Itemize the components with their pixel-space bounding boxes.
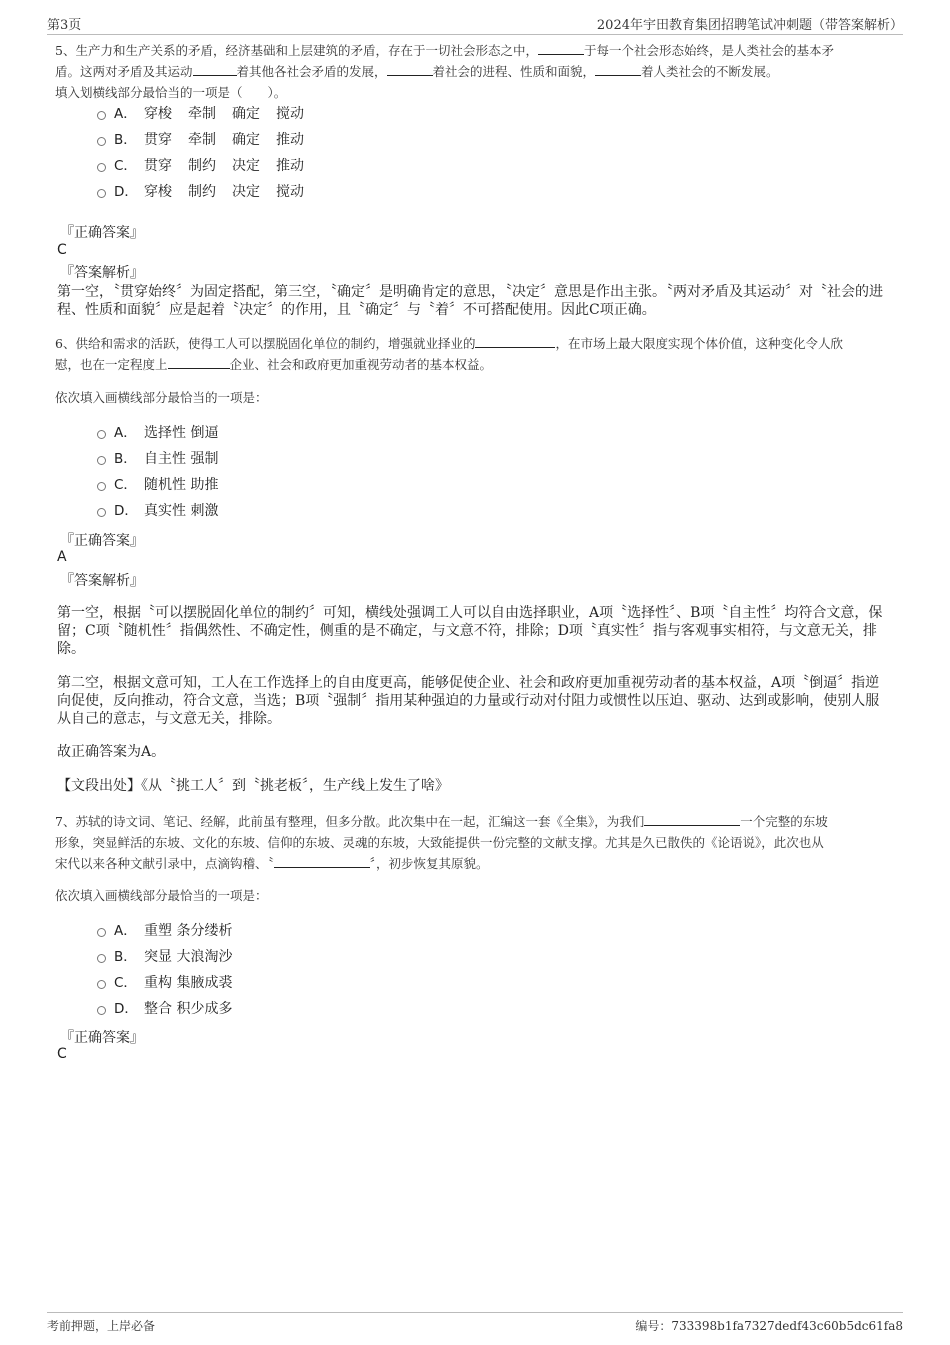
page-footer <box>47 1312 903 1335</box>
option-text: 选择性 倒逼 <box>144 425 219 441</box>
q6-text: 慰，也在一定程度上 <box>55 357 168 372</box>
option-word: 穿梭 <box>144 184 172 200</box>
radio-icon[interactable] <box>97 137 106 146</box>
q7-option-a[interactable] <box>97 918 248 944</box>
option-key: C． <box>114 158 137 174</box>
q7-blank-2 <box>274 854 370 868</box>
q5-text: 盾。这两对矛盾及其运动 <box>55 64 193 79</box>
option-key: D． <box>114 1001 138 1017</box>
q7-blank-1 <box>644 812 740 826</box>
q5-text: 着其他各社会矛盾的发展， <box>236 64 387 79</box>
option-word: 决定 <box>232 158 260 174</box>
option-text: 突显 大浪淘沙 <box>144 949 233 965</box>
q6-analysis-label: 『答案解析』 <box>60 573 144 589</box>
q6-analysis-para-1: 第一空，根据〝可以摆脱固化单位的制约〞可知，横线处强调工人可以自由选择职业，A项〝选择性〞、B项〝自主性〞均符合文意，保留；C项〝随机性〞指偶然性、不确定性，侧重的是不确定，与文意不符，排除；D项〝真实性〞指与客观事实相符，与文意无关，排除。 <box>57 605 883 657</box>
question-7-stem <box>55 811 900 874</box>
option-text: 随机性 助推 <box>144 477 219 493</box>
option-text: 重构 集腋成裘 <box>144 975 233 991</box>
option-key: C． <box>114 975 137 991</box>
q5-text: 着社会的进程、性质和面貌， <box>432 64 596 79</box>
q5-answer: C <box>57 242 67 258</box>
option-word: 贯穿 <box>144 158 172 174</box>
q7-option-c[interactable] <box>97 970 248 996</box>
q6-blank-1 <box>475 334 555 348</box>
page-header <box>47 14 903 35</box>
q7-answer-label: 『正确答案』 <box>60 1030 144 1046</box>
q5-option-c[interactable] <box>97 153 320 179</box>
q6-answer: A <box>57 549 67 565</box>
option-key: D． <box>114 503 138 519</box>
option-word: 决定 <box>232 184 260 200</box>
q6-answer-label: 『正确答案』 <box>60 533 144 549</box>
q6-blank-2 <box>168 355 230 369</box>
q7-text: 〞，初步恢复其原貌。 <box>369 856 489 871</box>
option-key: B． <box>114 451 137 467</box>
q5-answer-label: 『正确答案』 <box>60 225 144 241</box>
q6-text: 企业、社会和政府更加重视劳动者的基本权益。 <box>229 357 493 372</box>
option-word: 确定 <box>232 106 260 122</box>
q6-option-a[interactable] <box>97 420 234 446</box>
q5-option-a[interactable] <box>97 101 320 127</box>
radio-icon[interactable] <box>97 1006 106 1015</box>
radio-icon[interactable] <box>97 928 106 937</box>
q5-blank-2 <box>193 62 237 76</box>
q6-source: 【文段出处】《从〝挑工人〞到〝挑老板〞，生产线上发生了啥》 <box>57 778 449 794</box>
footer-slogan: 考前押题，上岸必备 <box>47 1319 156 1333</box>
q5-text: 着人类社会的不断发展。 <box>641 64 779 79</box>
q5-blank-3 <box>387 62 433 76</box>
radio-icon[interactable] <box>97 954 106 963</box>
q7-text: 宋代以来各种文献引录中，点滴钩稽、〝 <box>55 856 274 871</box>
radio-icon[interactable] <box>97 163 106 172</box>
q5-text: 5、生产力和生产关系的矛盾，经济基础和上层建筑的矛盾，存在于一切社会形态之中， <box>55 43 538 58</box>
q6-prompt: 依次填入画横线部分最恰当的一项是： <box>55 390 268 405</box>
option-word: 制约 <box>188 184 216 200</box>
q5-analysis: 第一空，〝贯穿始终〞为固定搭配，第三空，〝确定〞是明确肯定的意思，〝决定〞意思是作出主张。〝两对矛盾及其运动〞对〝社会的进程、性质和面貌〞应是起着〝决定〞的作用，且〝确定〞与〝着〞不可搭配使用。因此C项正确。 <box>57 284 883 318</box>
option-key: A． <box>114 106 137 122</box>
radio-icon[interactable] <box>97 111 106 120</box>
option-word: 穿梭 <box>144 106 172 122</box>
option-word: 搅动 <box>276 106 304 122</box>
option-key: C． <box>114 477 137 493</box>
radio-icon[interactable] <box>97 980 106 989</box>
option-key: B． <box>114 949 137 965</box>
radio-icon[interactable] <box>97 508 106 517</box>
option-key: B． <box>114 132 137 148</box>
q6-option-d[interactable] <box>97 498 234 524</box>
q7-prompt: 依次填入画横线部分最恰当的一项是： <box>55 888 268 903</box>
option-word: 贯穿 <box>144 132 172 148</box>
radio-icon[interactable] <box>97 456 106 465</box>
q7-option-b[interactable] <box>97 944 248 970</box>
option-key: D． <box>114 184 138 200</box>
q5-analysis-label: 『答案解析』 <box>60 265 144 281</box>
q5-option-d[interactable] <box>97 179 320 205</box>
q6-options <box>97 420 234 524</box>
question-5-stem <box>55 40 900 103</box>
option-text: 整合 积少成多 <box>144 1001 233 1017</box>
q5-text: 于每一个社会形态始终，是人类社会的基本矛 <box>583 43 834 58</box>
q7-text: 形象，突显鲜活的东坡、文化的东坡、信仰的东坡、灵魂的东坡，大致能提供一份完整的文献支撑。尤其是久已散佚的《论语说》，此次也从 <box>55 835 824 850</box>
page-number: 第3页 <box>47 18 82 33</box>
option-text: 真实性 刺激 <box>144 503 219 519</box>
q5-blank-4 <box>595 62 641 76</box>
q6-analysis-para-2: 第二空，根据文意可知，工人在工作选择上的自由度更高，能够促使企业、社会和政府更加重视劳动者的基本权益，A项〝倒逼〞指逆向促使，反向推动，符合文意，当选；B项〝强制〞指用某种强迫的力量或行动对付阻力或惯性以压迫、驱动、达到或影响，使别人服从自己的意志，与文意无关，排除。 <box>57 675 880 727</box>
option-word: 牵制 <box>188 132 216 148</box>
q7-option-d[interactable] <box>97 996 248 1022</box>
option-word: 推动 <box>276 158 304 174</box>
q7-answer: C <box>57 1046 67 1062</box>
q6-text: 6、供给和需求的活跃，使得工人可以摆脱固化单位的制约，增强就业择业的 <box>55 336 476 351</box>
q5-options <box>97 101 320 205</box>
option-text: 重塑 条分缕析 <box>144 923 233 939</box>
document-title: 2024年宇田教育集团招聘笔试冲刺题（带答案解析） <box>596 18 903 33</box>
question-6-stem <box>55 333 900 375</box>
document-id: 编号：733398b1fa7327dedf43c60b5dc61fa8 <box>635 1319 903 1333</box>
q6-option-b[interactable] <box>97 446 234 472</box>
q6-text: ，在市场上最大限度实现个体价值，这种变化令人欣 <box>555 336 843 351</box>
q6-option-c[interactable] <box>97 472 234 498</box>
option-key: A． <box>114 923 137 939</box>
q5-option-b[interactable] <box>97 127 320 153</box>
q7-options <box>97 918 248 1022</box>
radio-icon[interactable] <box>97 189 106 198</box>
radio-icon[interactable] <box>97 430 106 439</box>
q6-analysis-conclusion: 故正确答案为A。 <box>57 744 166 760</box>
option-word: 制约 <box>188 158 216 174</box>
q7-text: 7、苏轼的诗文词、笔记、经解，此前虽有整理，但多分散。此次集中在一起，汇编这一套《全集》，为我们 <box>55 814 645 829</box>
radio-icon[interactable] <box>97 482 106 491</box>
option-word: 推动 <box>276 132 304 148</box>
q5-blank-1 <box>538 41 584 55</box>
option-text: 自主性 强制 <box>144 451 219 467</box>
option-word: 确定 <box>232 132 260 148</box>
q5-prompt: 填入划横线部分最恰当的一项是（ ）。 <box>55 85 287 100</box>
q7-text: 一个完整的东坡 <box>740 814 828 829</box>
option-word: 搅动 <box>276 184 304 200</box>
option-key: A． <box>114 425 137 441</box>
option-word: 牵制 <box>188 106 216 122</box>
